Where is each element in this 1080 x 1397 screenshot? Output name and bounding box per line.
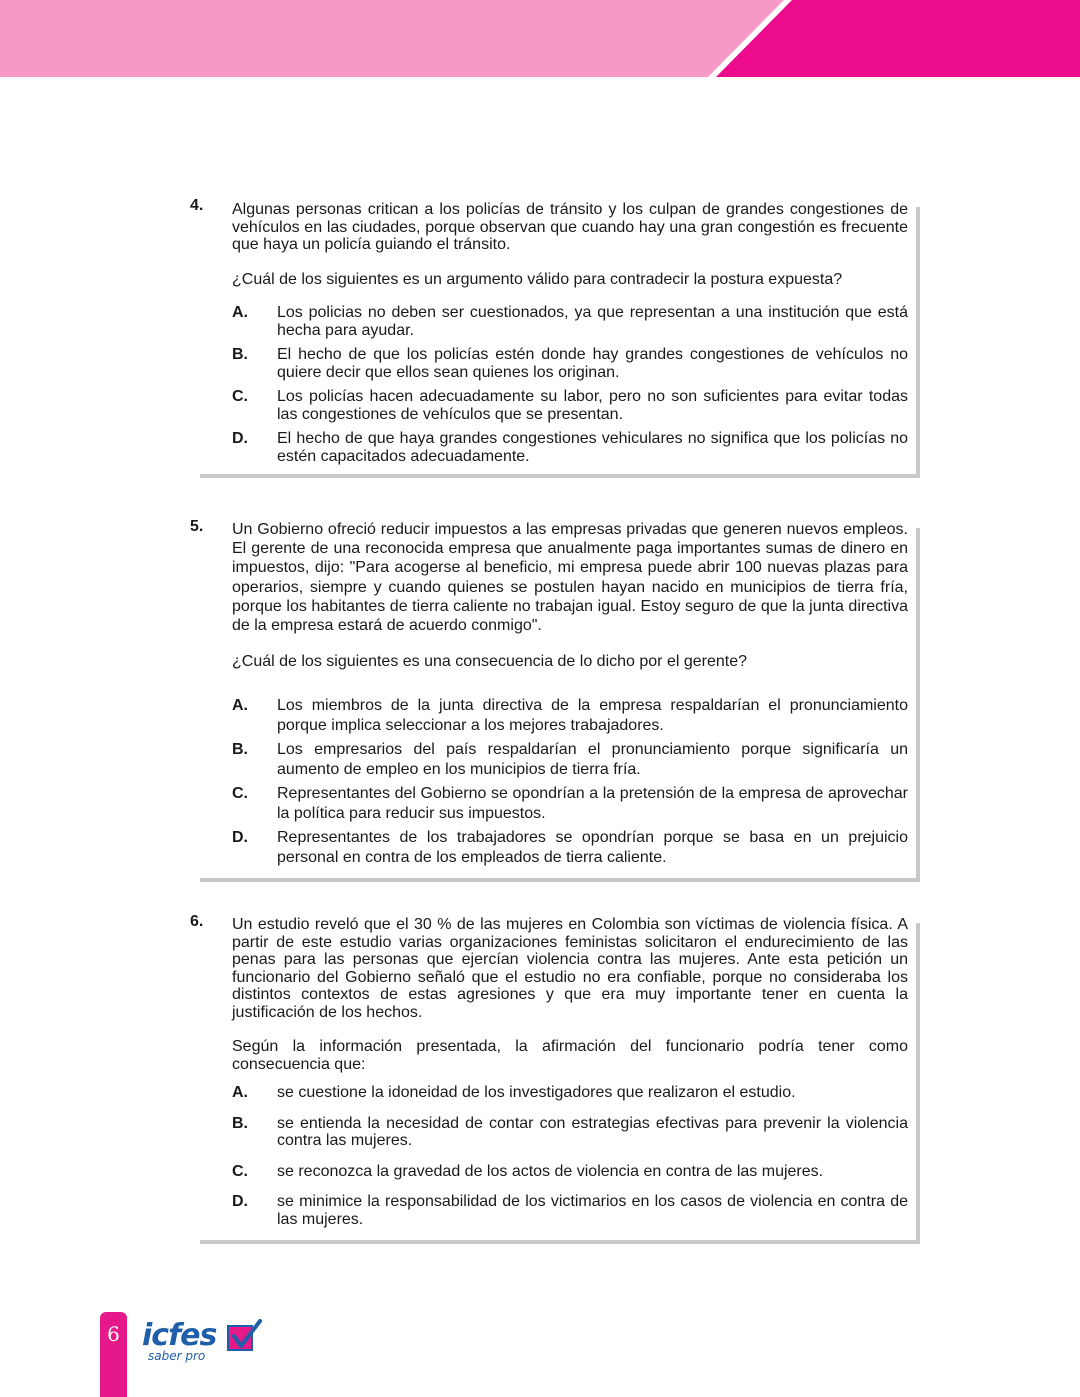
option-b[interactable] xyxy=(232,1115,908,1150)
question-body xyxy=(232,520,908,671)
icfes-logo xyxy=(142,1318,262,1368)
options-list xyxy=(232,1084,908,1228)
option-text: se cuestione la idoneidad de los investigadores que realizaron el estudio. xyxy=(277,1084,796,1101)
option-c[interactable] xyxy=(232,1163,908,1181)
option-text: El hecho de que los policías estén donde hay grandes congestiones de vehículos no quiere decir que ellos sean quienes los originan. xyxy=(277,346,908,381)
question-body xyxy=(232,916,908,1073)
question-number: 4. xyxy=(190,197,204,214)
option-d[interactable] xyxy=(232,430,908,465)
logo-wordmark: icfes xyxy=(142,1318,217,1353)
question-prompt: ¿Cuál de los siguientes es un argumento válido para contradecir la postura expuesta? xyxy=(232,270,843,288)
option-d[interactable] xyxy=(232,1193,908,1228)
option-letter: D. xyxy=(232,829,248,846)
option-c[interactable] xyxy=(232,784,908,823)
options-list xyxy=(232,696,908,867)
option-text: Los empresarios del país respaldarían el pronunciamiento porque significaría un aumento de empleo en los municipios de tierra fría. xyxy=(277,741,908,778)
question-stem: Un Gobierno ofreció reducir impuestos a las empresas privadas que generen nuevos empleos. El gerente de una reconocida empresa que anualmente paga importantes sumas de dinero en impuestos, dijo: "Para acogerse al beneficio, mi empresa puede abrir 100 nuevas plazas para operarios, siempre y cuando quienes se postulen hayan nacido en municipios de tierra fría, porque los habitantes de tierra caliente no trabajan igual. Estoy seguro de que la junta directiva de la empresa estará de acuerdo conmigo". xyxy=(232,521,908,635)
option-text: se reconozca la gravedad de los actos de violencia en contra de las mujeres. xyxy=(277,1162,824,1180)
question-4 xyxy=(190,197,920,478)
question-5 xyxy=(190,518,920,882)
option-text: El hecho de que haya grandes congestiones vehiculares no significa que los policías no estén capacitados adecuadamente. xyxy=(277,430,908,465)
page-number: 6 xyxy=(107,1322,120,1346)
question-number: 6. xyxy=(190,913,204,930)
header-band xyxy=(0,0,1080,77)
question-stem: Un estudio reveló que el 30 % de las mujeres en Colombia son víctimas de violencia física. A partir de este estudio varias organizaciones feministas solicitaron el endurecimiento de las penas para las personas que ejercían violencia contra las mujeres. Ante esta petición un funcionario del Gobierno señaló que el estudio no era confiable, porque no consideraba los distintos contextos de estas agresiones y que era muy importante tener en cuenta la justificación de los hechos. xyxy=(232,916,908,1021)
option-letter: A. xyxy=(232,1084,248,1101)
option-letter: C. xyxy=(232,785,248,802)
option-letter: B. xyxy=(232,1114,248,1132)
question-prompt: Según la información presentada, la afirmación del funcionario podría tener como consecuencia que: xyxy=(232,1038,908,1073)
question-number: 5. xyxy=(190,518,204,535)
question-body xyxy=(232,201,908,288)
question-stem: Algunas personas critican a los policías de tránsito y los culpan de grandes congestiones de vehículos en las ciudades, porque observan que cuando hay una gran congestión es frecuente que haya un policía guiando el tránsito. xyxy=(232,201,908,253)
option-text: se entienda la necesidad de contar con estrategias efectivas para prevenir la violencia contra las mujeres. xyxy=(277,1114,908,1149)
option-letter: A. xyxy=(232,304,248,321)
option-b[interactable] xyxy=(232,740,908,779)
option-text: Los miembros de la junta directiva de la empresa respaldarían el pronunciamiento porque implica seleccionar a los mejores trabajadores. xyxy=(277,697,908,734)
question-prompt: ¿Cuál de los siguientes es una consecuencia de lo dicho por el gerente? xyxy=(232,653,747,671)
checkmark-icon xyxy=(226,1318,262,1354)
option-text: Los policias no deben ser cuestionados, ya que representan a una institución que está hecha para ayudar. xyxy=(277,304,908,339)
option-a[interactable] xyxy=(232,304,908,339)
option-letter: D. xyxy=(232,430,248,447)
option-text: Los policías hacen adecuadamente su labor, pero no son suficientes para evitar todas las congestiones de vehículos que se presentan. xyxy=(277,388,908,423)
option-b[interactable] xyxy=(232,346,908,381)
option-letter: B. xyxy=(232,741,248,758)
option-letter: D. xyxy=(232,1193,248,1210)
option-letter: B. xyxy=(232,346,248,363)
logo-subtext: saber pro xyxy=(148,1349,206,1363)
option-text: Representantes de los trabajadores se opondrían porque se basa en un prejuicio personal en contra de los empleados de tierra caliente. xyxy=(277,829,908,866)
option-c[interactable] xyxy=(232,388,908,423)
option-a[interactable] xyxy=(232,696,908,735)
option-d[interactable] xyxy=(232,828,908,867)
option-letter: C. xyxy=(232,388,248,405)
option-text: se minimice la responsabilidad de los victimarios en los casos de violencia en contra de las mujeres. xyxy=(277,1193,908,1228)
option-a[interactable] xyxy=(232,1084,908,1102)
option-text: Representantes del Gobierno se opondrían a la pretensión de la empresa de aprovechar la política para reducir sus impuestos. xyxy=(277,785,908,822)
option-letter: A. xyxy=(232,697,248,714)
options-list xyxy=(232,304,908,465)
question-6 xyxy=(190,913,920,1244)
option-letter: C. xyxy=(232,1162,248,1180)
